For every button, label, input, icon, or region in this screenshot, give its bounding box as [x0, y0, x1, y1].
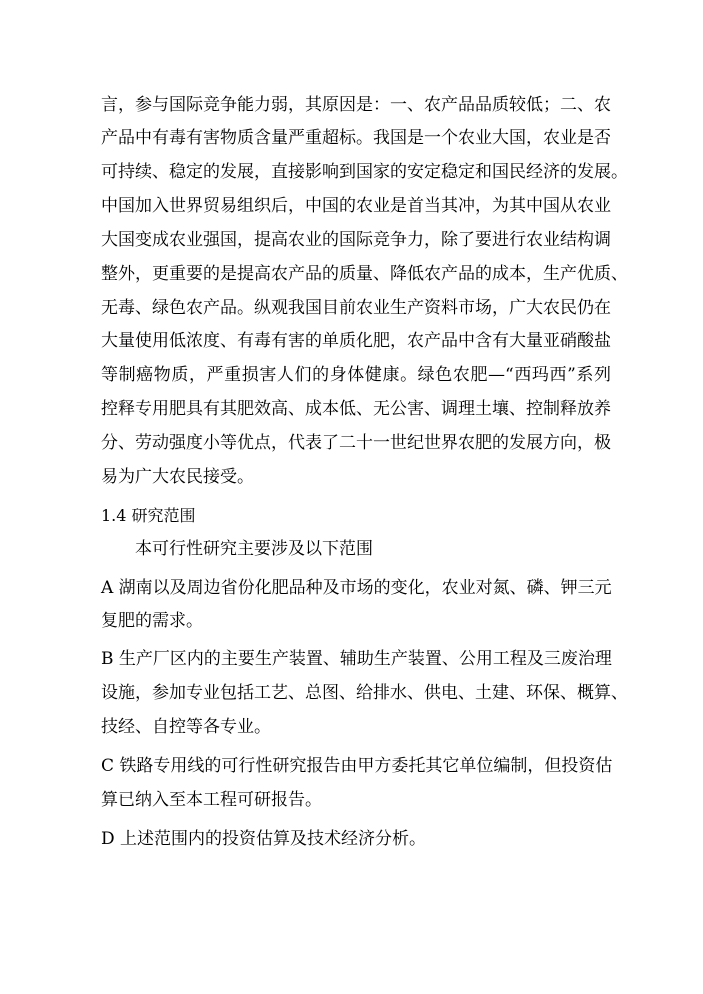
paragraph-line: 分、劳动强度小等优点，代表了二十一世纪世界农肥的发展方向，极 — [101, 433, 611, 453]
item-b-line: 设施，参加专业包括工艺、总图、给排水、供电、土建、环保、概算、 — [101, 683, 628, 703]
paragraph-line: 无毒、绿色农产品。纵观我国目前农业生产资料市场，广大农民仍在 — [101, 298, 611, 318]
section-heading: 1.4 研究范围 — [101, 506, 196, 525]
item-c-line: C 铁路专用线的可行性研究报告由甲方委托其它单位编制，但投资估 — [101, 756, 613, 776]
item-d-line: D 上述范围内的投资估算及技术经济分析。 — [101, 829, 427, 849]
paragraph-line: 等制癌物质，严重损害人们的身体健康。绿色农肥—“西玛西”系列 — [101, 365, 611, 385]
paragraph-line: 可持续、稳定的发展，直接影响到国家的安定稳定和国民经济的发展。 — [101, 162, 628, 182]
paragraph-line: 大量使用低浓度、有毒有害的单质化肥，农产品中含有大量亚硝酸盐 — [101, 331, 611, 351]
paragraph-line: 控释专用肥具有其肥效高、成本低、无公害、调理土壤、控制释放养 — [101, 399, 611, 419]
item-a-line: 复肥的需求。 — [101, 611, 203, 631]
paragraph-line: 中国加入世界贸易组织后，中国的农业是首当其冲，为其中国从农业 — [101, 196, 611, 216]
item-b-line: 技经、自控等各专业。 — [101, 717, 271, 737]
paragraph-line: 言，参与国际竞争能力弱，其原因是：一、农产品品质较低；二、农 — [101, 95, 611, 115]
paragraph-line: 易为广大农民接受。 — [101, 467, 254, 487]
paragraph-line: 大国变成农业强国，提高农业的国际竞争力，除了要进行农业结构调 — [101, 230, 611, 250]
paragraph-line: 产品中有毒有害物质含量严重超标。我国是一个农业大国，农业是否 — [101, 128, 611, 148]
paragraph-line: 整外，更重要的是提高农产品的质量、降低农产品的成本，生产优质、 — [101, 264, 628, 284]
item-a-line: A 湖南以及周边省份化肥品种及市场的变化，农业对氮、磷、钾三元 — [101, 578, 612, 598]
item-c-line: 算已纳入至本工程可研报告。 — [101, 790, 322, 810]
intro-line: 本可行性研究主要涉及以下范围 — [135, 539, 373, 559]
item-b-line: B 生产厂区内的主要生产装置、辅助生产装置、公用工程及三废治理 — [101, 649, 612, 669]
